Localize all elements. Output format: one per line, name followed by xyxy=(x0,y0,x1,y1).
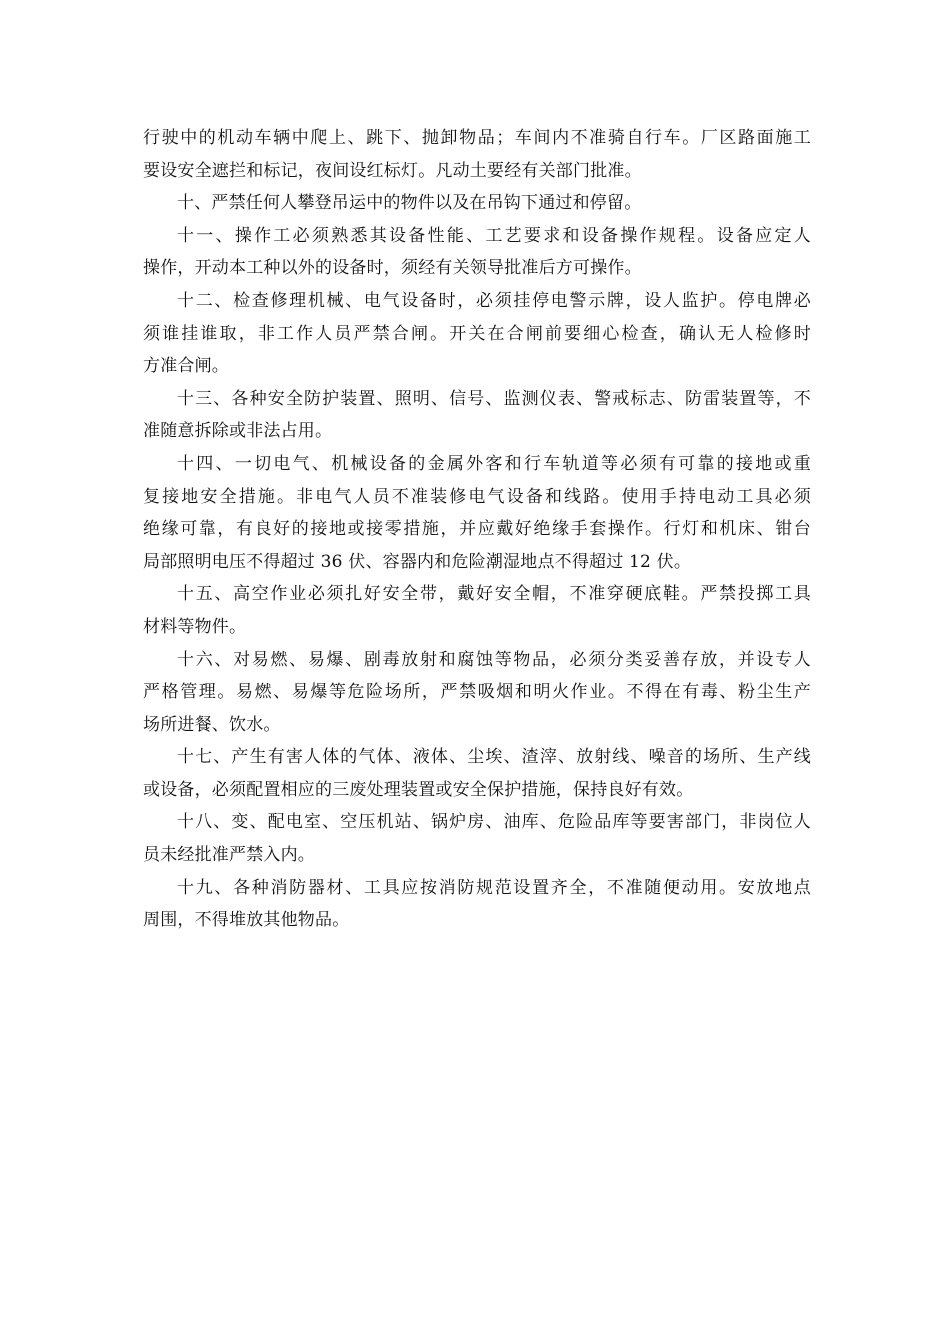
text-line: 操作，开动本工种以外的设备时，须经有关领导批准后方可操作。 xyxy=(143,258,642,279)
document-body xyxy=(143,122,811,937)
text-line: 材料等物件。 xyxy=(143,616,247,637)
paragraph xyxy=(143,122,811,187)
text-line: 行驶中的机动车辆中爬上、跳下、抛卸物品；车间内不准骑自行车。厂区路面施工 xyxy=(143,128,811,148)
text-line: 十一、操作工必须熟悉其设备性能、工艺要求和设备操作规程。设备应定人 xyxy=(177,225,811,246)
paragraph xyxy=(143,187,811,220)
paragraph xyxy=(143,872,811,937)
paragraph xyxy=(143,644,811,742)
text-line: 十八、变、配电室、空压机站、锅炉房、油库、危险品库等要害部门，非岗位人 xyxy=(177,812,811,833)
paragraph xyxy=(143,285,811,383)
text-line: 严格管理。易燃、易爆等危险场所，严禁吸烟和明火作业。不得在有毒、粉尘生产 xyxy=(143,682,811,703)
paragraph xyxy=(143,220,811,285)
text-line: 方准合闸。 xyxy=(143,356,229,377)
text-line: 复接地安全措施。非电气人员不准装修电气设备和线路。使用手持电动工具必须 xyxy=(143,486,811,507)
text-line: 要设安全遮拦和标记，夜间设红标灯。凡动土要经有关部门批准。 xyxy=(143,160,642,181)
text-line: 十九、各种消防器材、工具应按消防规范设置齐全，不准随便动用。安放地点 xyxy=(177,877,811,898)
text-line: 须谁挂谁取，非工作人员严禁合闸。开关在合闸前要细心检查，确认无人检修时 xyxy=(143,323,811,344)
text-line: 十四、一切电气、机械设备的金属外客和行车轨道等必须有可靠的接地或重 xyxy=(177,453,811,474)
text-line: 十五、高空作业必须扎好安全带，戴好安全帽，不准穿硬底鞋。严禁投掷工具 xyxy=(177,584,811,605)
text-line: 员未经批准严禁入内。 xyxy=(143,845,315,866)
text-line: 局部照明电压不得超过 36 伏、容器内和危险潮湿地点不得超过 12 伏。 xyxy=(143,551,692,572)
text-line: 准随意拆除或非法占用。 xyxy=(143,421,333,442)
text-line: 场所进餐、饮水。 xyxy=(143,714,281,735)
text-line: 周围，不得堆放其他物品。 xyxy=(143,910,350,931)
paragraph xyxy=(143,578,811,643)
text-line: 十三、各种安全防护装置、照明、信号、监测仪表、警戒标志、防雷装置等，不 xyxy=(177,388,811,409)
text-line: 十、严禁任何人攀登吊运中的物件以及在吊钩下通过和停留。 xyxy=(177,193,642,214)
paragraph xyxy=(143,806,811,871)
paragraph xyxy=(143,741,811,806)
text-line: 或设备，必须配置相应的三废处理装置或安全保护措施，保持良好有效。 xyxy=(143,779,694,800)
text-line: 十六、对易燃、易爆、剧毒放射和腐蚀等物品，必须分类妥善存放，并设专人 xyxy=(177,649,811,670)
paragraph xyxy=(143,448,811,578)
paragraph xyxy=(143,383,811,448)
text-line: 十七、产生有害人体的气体、液体、尘埃、渣滓、放射线、噪音的场所、生产线 xyxy=(177,747,811,768)
text-line: 十二、检查修理机械、电气设备时，必须挂停电警示牌，设人监护。停电牌必 xyxy=(177,290,811,311)
text-line: 绝缘可靠，有良好的接地或接零措施，并应戴好绝缘手套操作。行灯和机床、钳台 xyxy=(143,519,811,540)
